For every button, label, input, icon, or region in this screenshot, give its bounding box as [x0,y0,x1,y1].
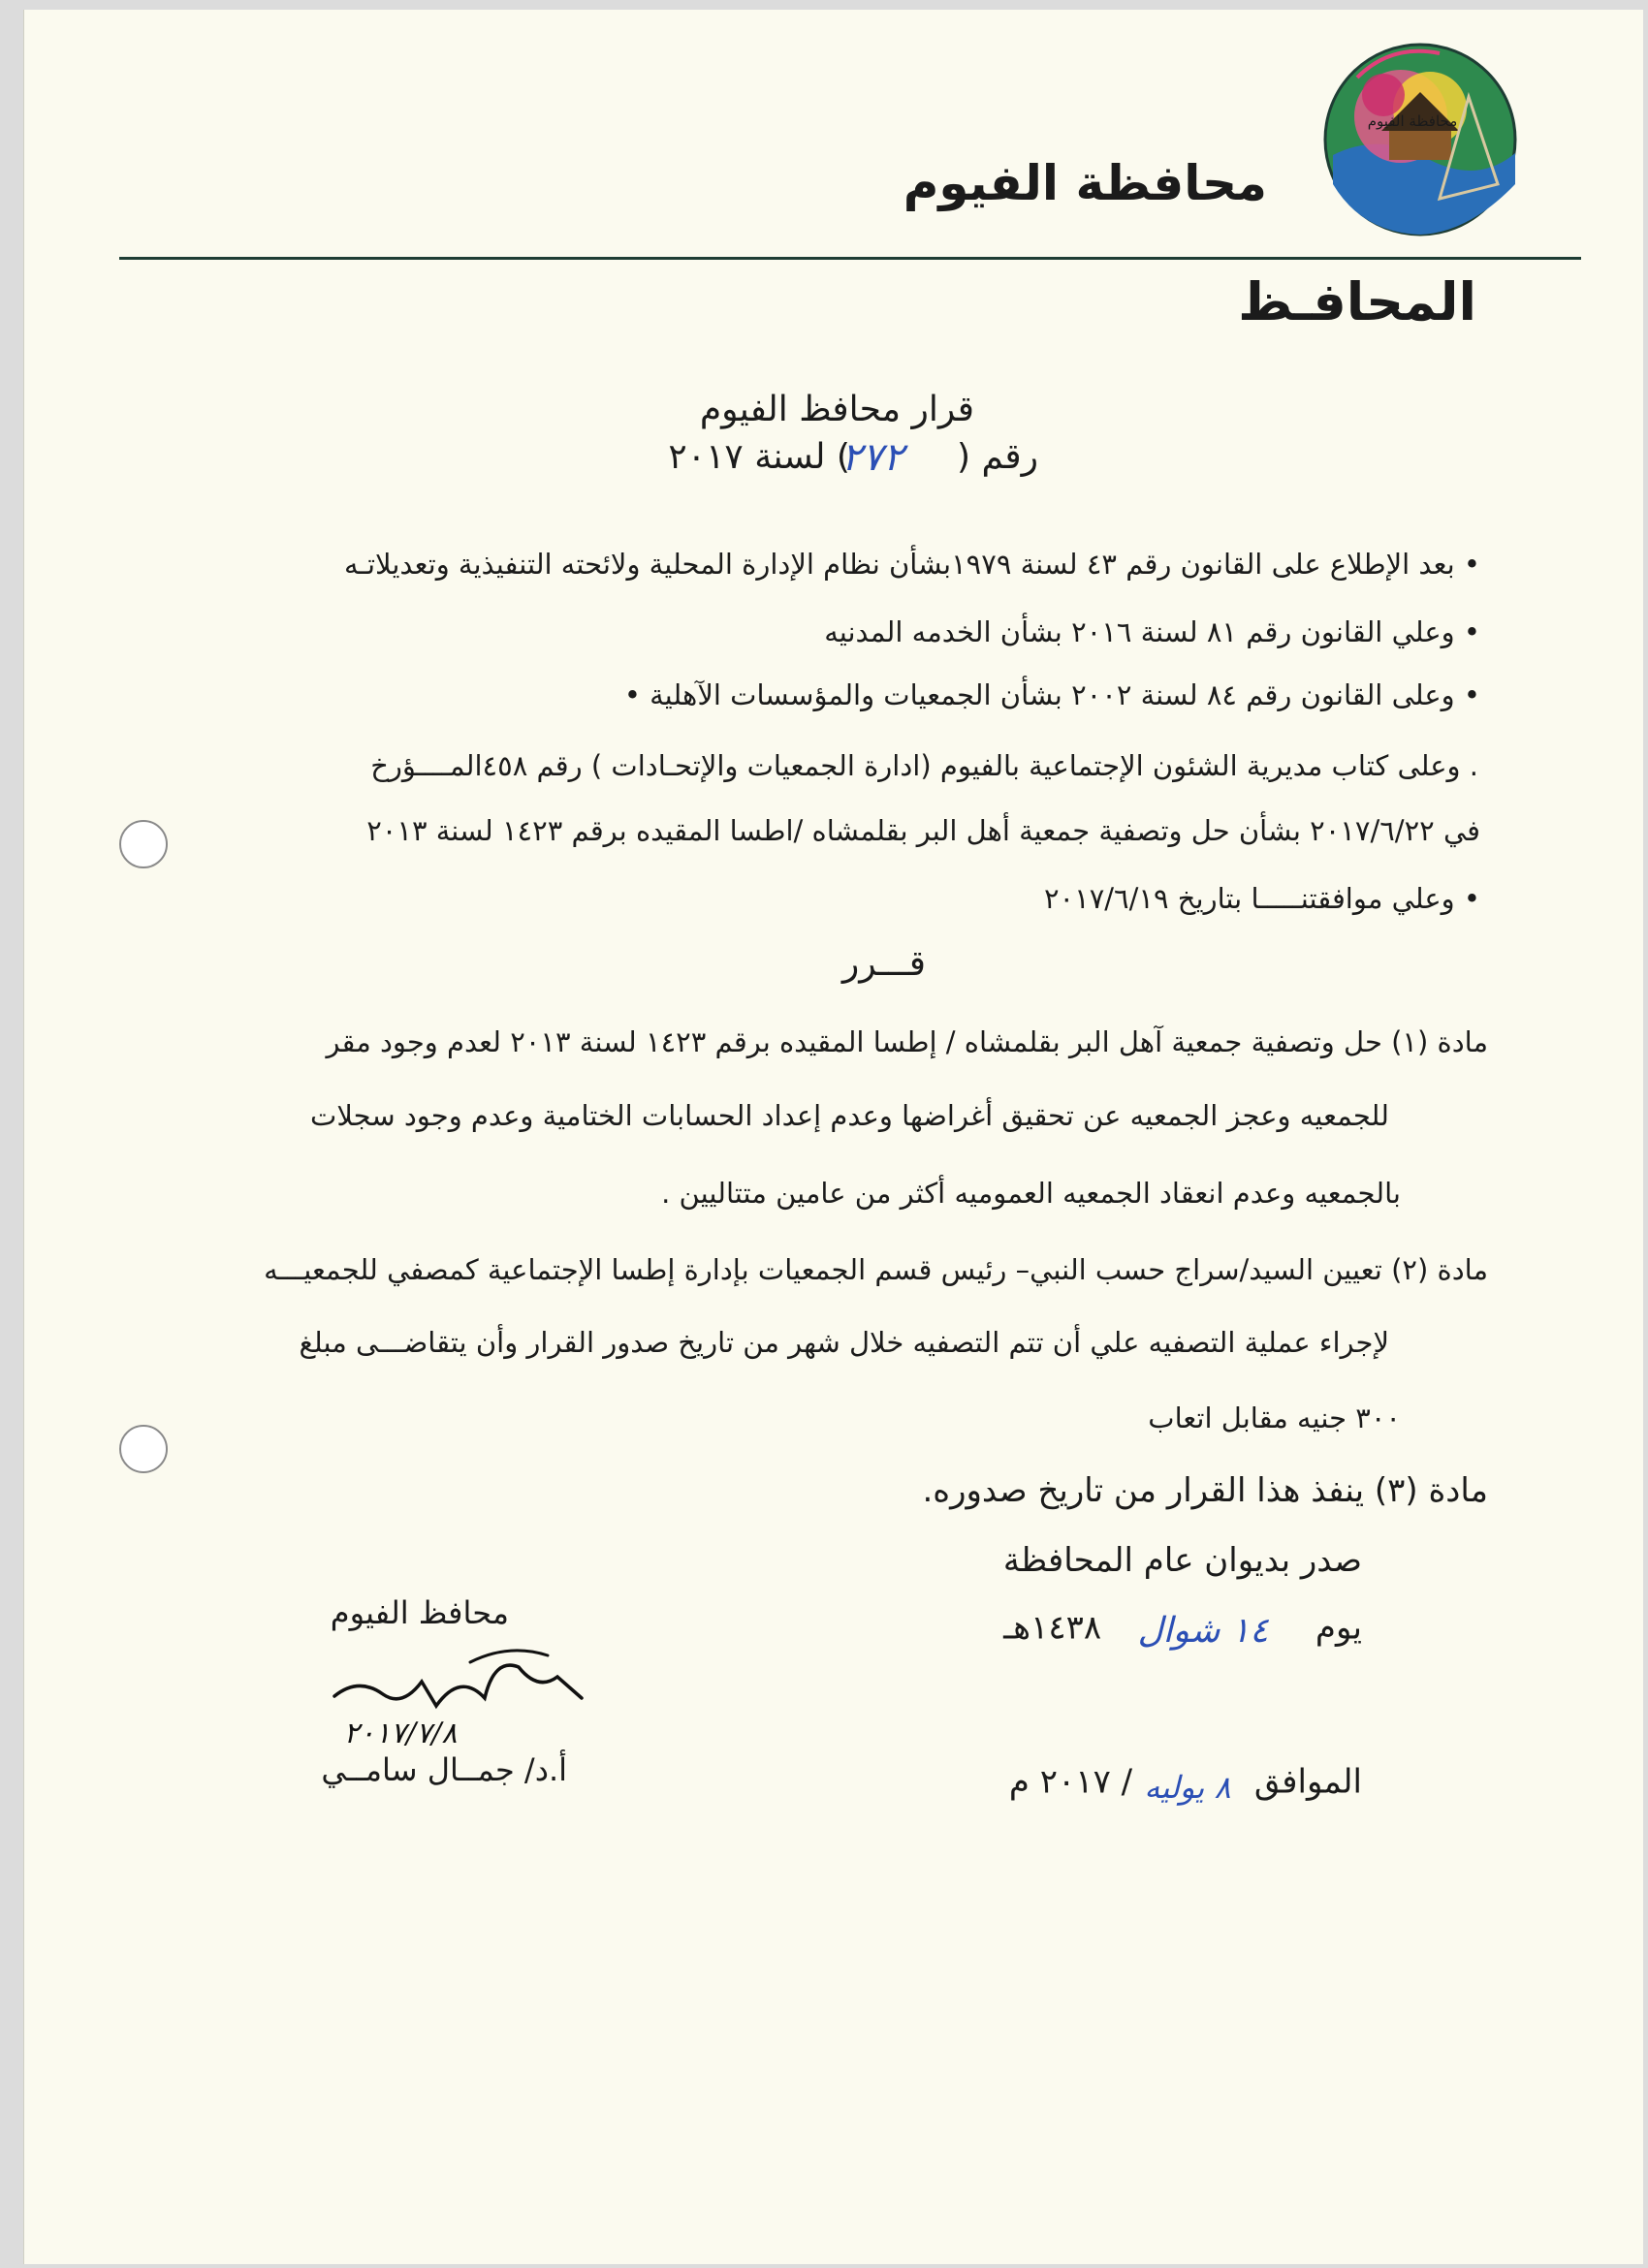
decision-title: قرار محافظ الفيوم [699,390,974,429]
gregorian-year: / ٢٠١٧ م [1008,1762,1133,1802]
decision-number [668,435,1038,480]
governorate-name: محافظة الفيوم [903,155,1267,211]
governorate-emblem [1323,39,1517,237]
preamble-line: • وعلي القانون رقم ٨١ لسنة ٢٠١٦ بشأن الخدمه المدنيه [824,615,1480,648]
punch-hole [119,820,168,868]
handwritten-corr-text: ٨ يوليه [1144,1769,1231,1806]
article-2-line: ٣٠٠ جنيه مقابل اتعاب [1148,1402,1401,1434]
hijri-date [1003,1599,1362,1659]
preamble-line: . وعلى كتاب مديرية الشئون الإجتماعية بالفيوم (ادارة الجمعيات والإتحـادات ) رقم ٤٥٨المــــؤرخ [370,749,1478,782]
article-3-line: مادة (٣) ينفذ هذا القرار من تاريخ صدوره. [922,1471,1488,1510]
preamble-line: • وعلى القانون رقم ٨٤ لسنة ٢٠٠٢ بشأن الجمعيات والمؤسسات الآهلية • [623,678,1480,711]
handwritten-day-text: ١٤ شوال [1137,1611,1269,1651]
number-label: رقم ( [956,437,1038,477]
signature-date [315,1714,485,1750]
day-label: يوم [1315,1608,1362,1648]
handwritten-decision-number [818,429,927,484]
article-2-line: مادة (٢) تعيين السيد/سراج حسب النبي– رئيس قسم الجمعيات بإدارة إطسا الإجتماعية كمصفي للجمعيـــه [264,1253,1488,1286]
preamble-line: • وعلي موافقتنـــــا بتاريخ ٢٠١٧/٦/١٩ [1043,882,1480,915]
document-page [23,10,1643,2264]
preamble-line: في ٢٠١٧/٦/٢٢ بشأن حل وتصفية جمعية أهل البر بقلمشاه /اطسا المقيده برقم ١٤٢٣ لسنة ٢٠١٣ [366,814,1480,847]
signature-date-text: ٢٠١٧/٧/٨ [343,1717,458,1750]
handwritten-number-text: ٢٧٢ [840,435,904,480]
article-1-line: مادة (١) حل وتصفية جمعية آهل البر بقلمشاه / إطسا المقيده برقم ١٤٢٣ لسنة ٢٠١٣ لعدم وجود مقر [326,1025,1488,1058]
signatory-label: محافظ الفيوم [330,1594,509,1631]
preamble-line: • بعد الإطلاع على القانون رقم ٤٣ لسنة ١٩٧٩بشأن نظام الإدارة المحلية ولائحته التنفيذية وتعديلاتـه [343,548,1480,581]
decided-heading: قـــرر [841,944,926,984]
header-divider [119,257,1581,260]
gregorian-date [1009,1749,1362,1817]
signatory-name: أ.د/ جمــال سامــي [321,1751,567,1788]
handwritten-hijri-day [1101,1599,1305,1659]
article-2-line: لإجراء عملية التصفيه علي أن تتم التصفيه خلال شهر من تاريخ صدور القرار وأن يتقاضـــى مبلغ [299,1326,1389,1359]
governor-title: المحافـظ [1238,271,1476,332]
article-1-line: للجمعيه وعجز الجمعيه عن تحقيق أغراضها وعدم إعداد الحسابات الختامية وعدم وجود سجلات [310,1099,1389,1132]
punch-hole [119,1425,168,1473]
emblem-text: محافظة الفيوم [1367,112,1458,130]
decision-year: ) لسنة ٢٠١٧ [668,437,850,477]
corresponding-label: الموافق [1253,1762,1362,1802]
handwritten-gregorian-day [1132,1749,1244,1817]
article-1-line: بالجمعيه وعدم انعقاد الجمعيه العموميه أكثر من عامين متتاليين . [661,1177,1401,1210]
hijri-year: ١٤٣٨هـ [1003,1608,1102,1648]
issued-at: صدر بديوان عام المحافظة [1002,1541,1362,1580]
